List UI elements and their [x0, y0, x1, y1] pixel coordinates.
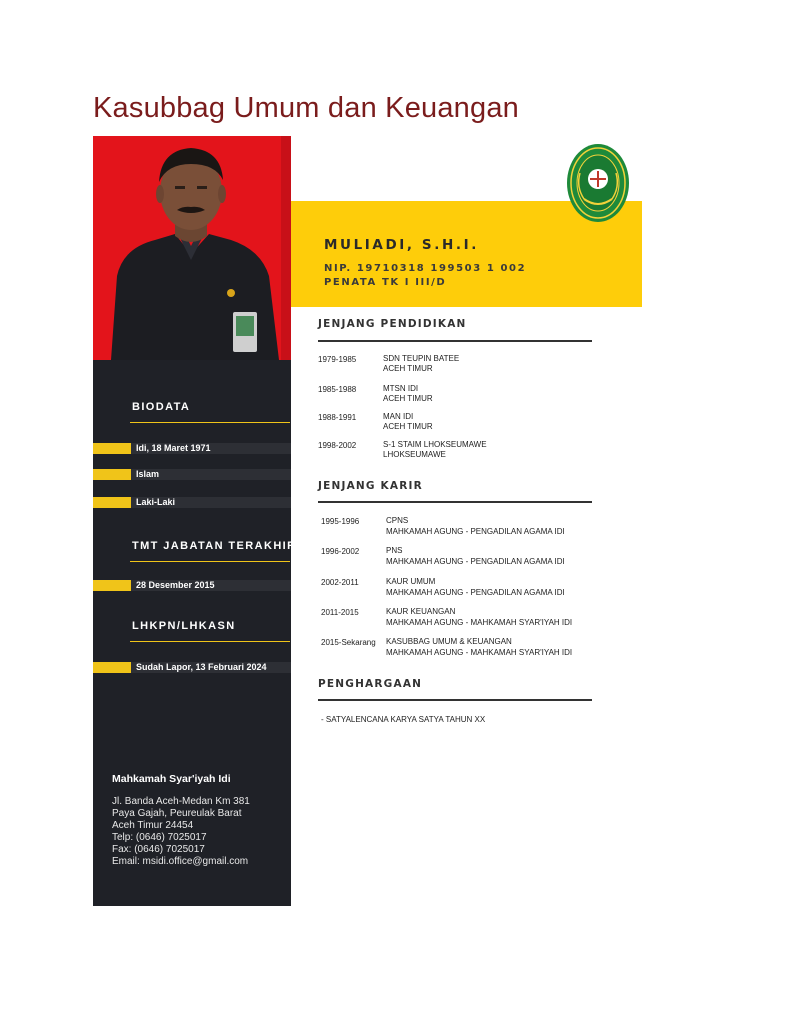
- biodata-marker: [93, 497, 131, 508]
- education-years: 1979-1985: [318, 355, 357, 364]
- career-position: CPNS: [386, 516, 409, 525]
- mahkamah-syariyah-emblem-icon: [566, 143, 630, 223]
- address-line: Aceh Timur 24454: [112, 820, 194, 831]
- employee-rank: PENATA TK I III/D: [324, 277, 447, 288]
- career-institution: MAHKAMAH AGUNG - MAHKAMAH SYAR'IYAH IDI: [386, 648, 573, 657]
- career-heading: JENJANG KARIR: [318, 480, 423, 492]
- education-school: S-1 STAIM LHOKSEUMAWE: [383, 440, 487, 449]
- tmt-value: 28 Desember 2015: [136, 580, 215, 590]
- lhkpn-heading: LHKPN/LHKASN: [132, 620, 236, 632]
- education-school: MTSN IDI: [383, 384, 419, 393]
- education-location: ACEH TIMUR: [383, 394, 433, 403]
- lhkpn-value: Sudah Lapor, 13 Februari 2024: [136, 662, 267, 672]
- address-line: Jl. Banda Aceh-Medan Km 381: [112, 796, 250, 807]
- education-years: 1998-2002: [318, 441, 357, 450]
- biodata-divider: [130, 422, 290, 423]
- career-position: KAUR KEUANGAN: [386, 607, 456, 616]
- birth-info: Idi, 18 Maret 1971: [136, 443, 211, 453]
- career-position: KAUR UMUM: [386, 577, 436, 586]
- award-item: - SATYALENCANA KARYA SATYA TAHUN XX: [321, 715, 486, 724]
- career-institution: MAHKAMAH AGUNG - PENGADILAN AGAMA IDI: [386, 557, 565, 566]
- biodata-heading: BIODATA: [132, 401, 191, 413]
- education-location: LHOKSEUMAWE: [383, 450, 446, 459]
- awards-divider: [318, 699, 592, 701]
- organization-name: Mahkamah Syar'iyah Idi: [112, 773, 231, 785]
- lhkpn-divider: [130, 641, 290, 642]
- career-years: 2011-2015: [321, 608, 359, 617]
- career-institution: MAHKAMAH AGUNG - MAHKAMAH SYAR'IYAH IDI: [386, 618, 573, 627]
- career-institution: MAHKAMAH AGUNG - PENGADILAN AGAMA IDI: [386, 527, 565, 536]
- education-years: 1985-1988: [318, 385, 357, 394]
- gender: Laki-Laki: [136, 497, 176, 507]
- career-years: 1995-1996: [321, 517, 360, 526]
- career-position: KASUBBAG UMUM & KEUANGAN: [386, 637, 512, 646]
- tmt-marker: [93, 580, 131, 591]
- career-divider: [318, 501, 592, 503]
- education-heading: JENJANG PENDIDIKAN: [318, 318, 467, 330]
- religion: Islam: [136, 469, 160, 479]
- biodata-marker: [93, 469, 131, 480]
- fax: Fax: (0646) 7025017: [112, 844, 205, 855]
- education-location: ACEH TIMUR: [383, 364, 433, 373]
- employee-name: MULIADI, S.H.I.: [324, 237, 479, 253]
- person-photo-icon: [93, 136, 291, 360]
- education-location: ACEH TIMUR: [383, 422, 433, 431]
- biodata-marker: [93, 443, 131, 454]
- lhkpn-marker: [93, 662, 131, 673]
- career-position: PNS: [386, 546, 403, 555]
- education-school: MAN IDI: [383, 412, 414, 421]
- education-school: SDN TEUPIN BATEE: [383, 354, 460, 363]
- tmt-divider: [130, 561, 290, 562]
- address-line: Paya Gajah, Peureulak Barat: [112, 808, 242, 819]
- career-years: 2002-2011: [321, 578, 359, 587]
- career-years: 2015-Sekarang: [321, 638, 376, 647]
- tmt-heading: TMT JABATAN TERAKHIR: [132, 540, 297, 552]
- employee-nip: NIP. 19710318 199503 1 002: [324, 263, 527, 274]
- education-divider: [318, 340, 592, 342]
- page-title: Kasubbag Umum dan Keuangan: [93, 92, 519, 124]
- phone: Telp: (0646) 7025017: [112, 832, 207, 843]
- email: Email: msidi.office@gmail.com: [112, 856, 249, 867]
- career-institution: MAHKAMAH AGUNG - PENGADILAN AGAMA IDI: [386, 588, 565, 597]
- profile-photo: [93, 136, 291, 360]
- awards-heading: PENGHARGAAN: [318, 678, 423, 690]
- education-years: 1988-1991: [318, 413, 357, 422]
- career-years: 1996-2002: [321, 547, 360, 556]
